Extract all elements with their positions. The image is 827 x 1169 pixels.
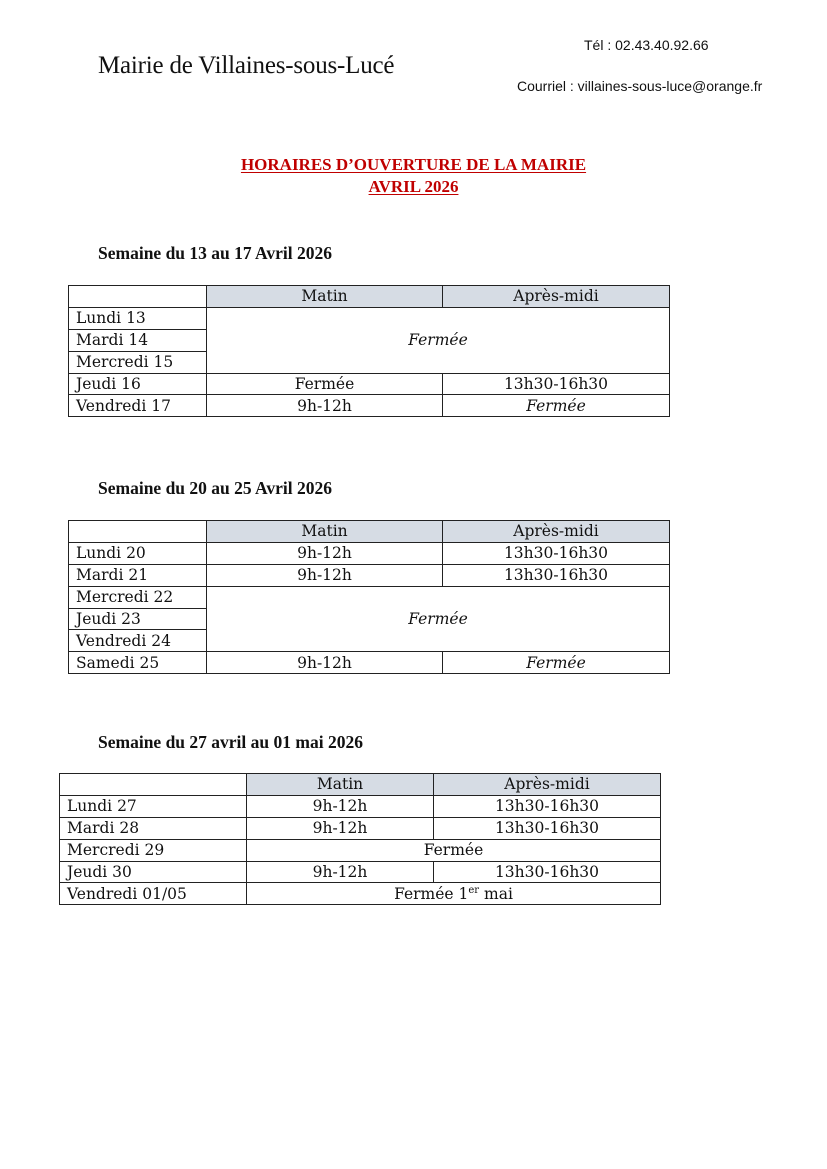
table-row: [69, 652, 670, 674]
holiday-text-suffix: mai: [479, 884, 513, 903]
table-row: [69, 542, 670, 564]
day-label: Samedi 25: [69, 652, 207, 674]
header-blank-cell: [69, 286, 207, 308]
table-header-row: [69, 521, 670, 543]
table-row: [69, 395, 670, 417]
header-blank-cell: [60, 774, 247, 796]
morning-cell: 9h-12h: [207, 652, 443, 674]
day-label: Jeudi 23: [69, 608, 207, 630]
morning-cell: 9h-12h: [207, 395, 443, 417]
day-label: Mercredi 15: [69, 351, 207, 373]
table-row: [69, 586, 670, 608]
afternoon-cell: 13h30-16h30: [443, 373, 670, 395]
column-header-afternoon: Après-midi: [443, 286, 670, 308]
morning-cell: 9h-12h: [207, 542, 443, 564]
column-header-morning: Matin: [247, 774, 434, 796]
column-header-morning: Matin: [207, 521, 443, 543]
closed-cell: Fermée: [207, 307, 670, 373]
week-heading: Semaine du 13 au 17 Avril 2026: [98, 243, 333, 263]
table-row: [69, 373, 670, 395]
table-row: [60, 883, 661, 905]
table-row: [69, 307, 670, 329]
table-row: [60, 839, 661, 861]
column-header-afternoon: Après-midi: [443, 521, 670, 543]
morning-cell: 9h-12h: [247, 817, 434, 839]
week-heading: Semaine du 20 au 25 Avril 2026: [98, 478, 333, 498]
afternoon-cell: Fermée: [443, 395, 670, 417]
table-row: [60, 861, 661, 883]
day-label: Jeudi 30: [60, 861, 247, 883]
holiday-text-prefix: Fermée 1: [394, 884, 469, 903]
morning-cell: Fermée: [207, 373, 443, 395]
document-title: HORAIRES D’OUVERTURE DE LA MAIRIE: [240, 155, 587, 174]
schedule-table-week1: [68, 285, 670, 417]
header-blank-cell: [69, 521, 207, 543]
morning-cell: 9h-12h: [247, 795, 434, 817]
schedule-table-week2: [68, 520, 670, 674]
holiday-text-sup: er: [468, 884, 480, 896]
document-subtitle: AVRIL 2026: [368, 177, 459, 196]
closed-holiday-cell: [247, 883, 661, 905]
table-row: [69, 564, 670, 586]
day-label: Mercredi 22: [69, 586, 207, 608]
schedule-table-week3: [59, 773, 661, 905]
contact-email: Courriel : villaines-sous-luce@orange.fr: [517, 78, 763, 94]
afternoon-cell: 13h30-16h30: [434, 861, 661, 883]
column-header-afternoon: Après-midi: [434, 774, 661, 796]
day-label: Mardi 28: [60, 817, 247, 839]
table-row: [60, 817, 661, 839]
table-header-row: [69, 286, 670, 308]
table-row: [60, 795, 661, 817]
morning-cell: 9h-12h: [247, 861, 434, 883]
day-label: Lundi 20: [69, 542, 207, 564]
day-label: Vendredi 01/05: [60, 883, 247, 905]
day-label: Mercredi 29: [60, 839, 247, 861]
closed-cell: Fermée: [247, 839, 661, 861]
org-name: Mairie de Villaines-sous-Lucé: [98, 52, 395, 79]
day-label: Lundi 27: [60, 795, 247, 817]
week-heading: Semaine du 27 avril au 01 mai 2026: [98, 732, 363, 752]
day-label: Jeudi 16: [69, 373, 207, 395]
table-header-row: [60, 774, 661, 796]
morning-cell: 9h-12h: [207, 564, 443, 586]
afternoon-cell: 13h30-16h30: [443, 542, 670, 564]
day-label: Lundi 13: [69, 307, 207, 329]
afternoon-cell: Fermée: [443, 652, 670, 674]
afternoon-cell: 13h30-16h30: [434, 795, 661, 817]
day-label: Vendredi 17: [69, 395, 207, 417]
column-header-morning: Matin: [207, 286, 443, 308]
day-label: Vendredi 24: [69, 630, 207, 652]
day-label: Mardi 21: [69, 564, 207, 586]
closed-cell: Fermée: [207, 586, 670, 652]
afternoon-cell: 13h30-16h30: [443, 564, 670, 586]
afternoon-cell: 13h30-16h30: [434, 817, 661, 839]
contact-phone: Tél : 02.43.40.92.66: [584, 37, 709, 53]
day-label: Mardi 14: [69, 329, 207, 351]
